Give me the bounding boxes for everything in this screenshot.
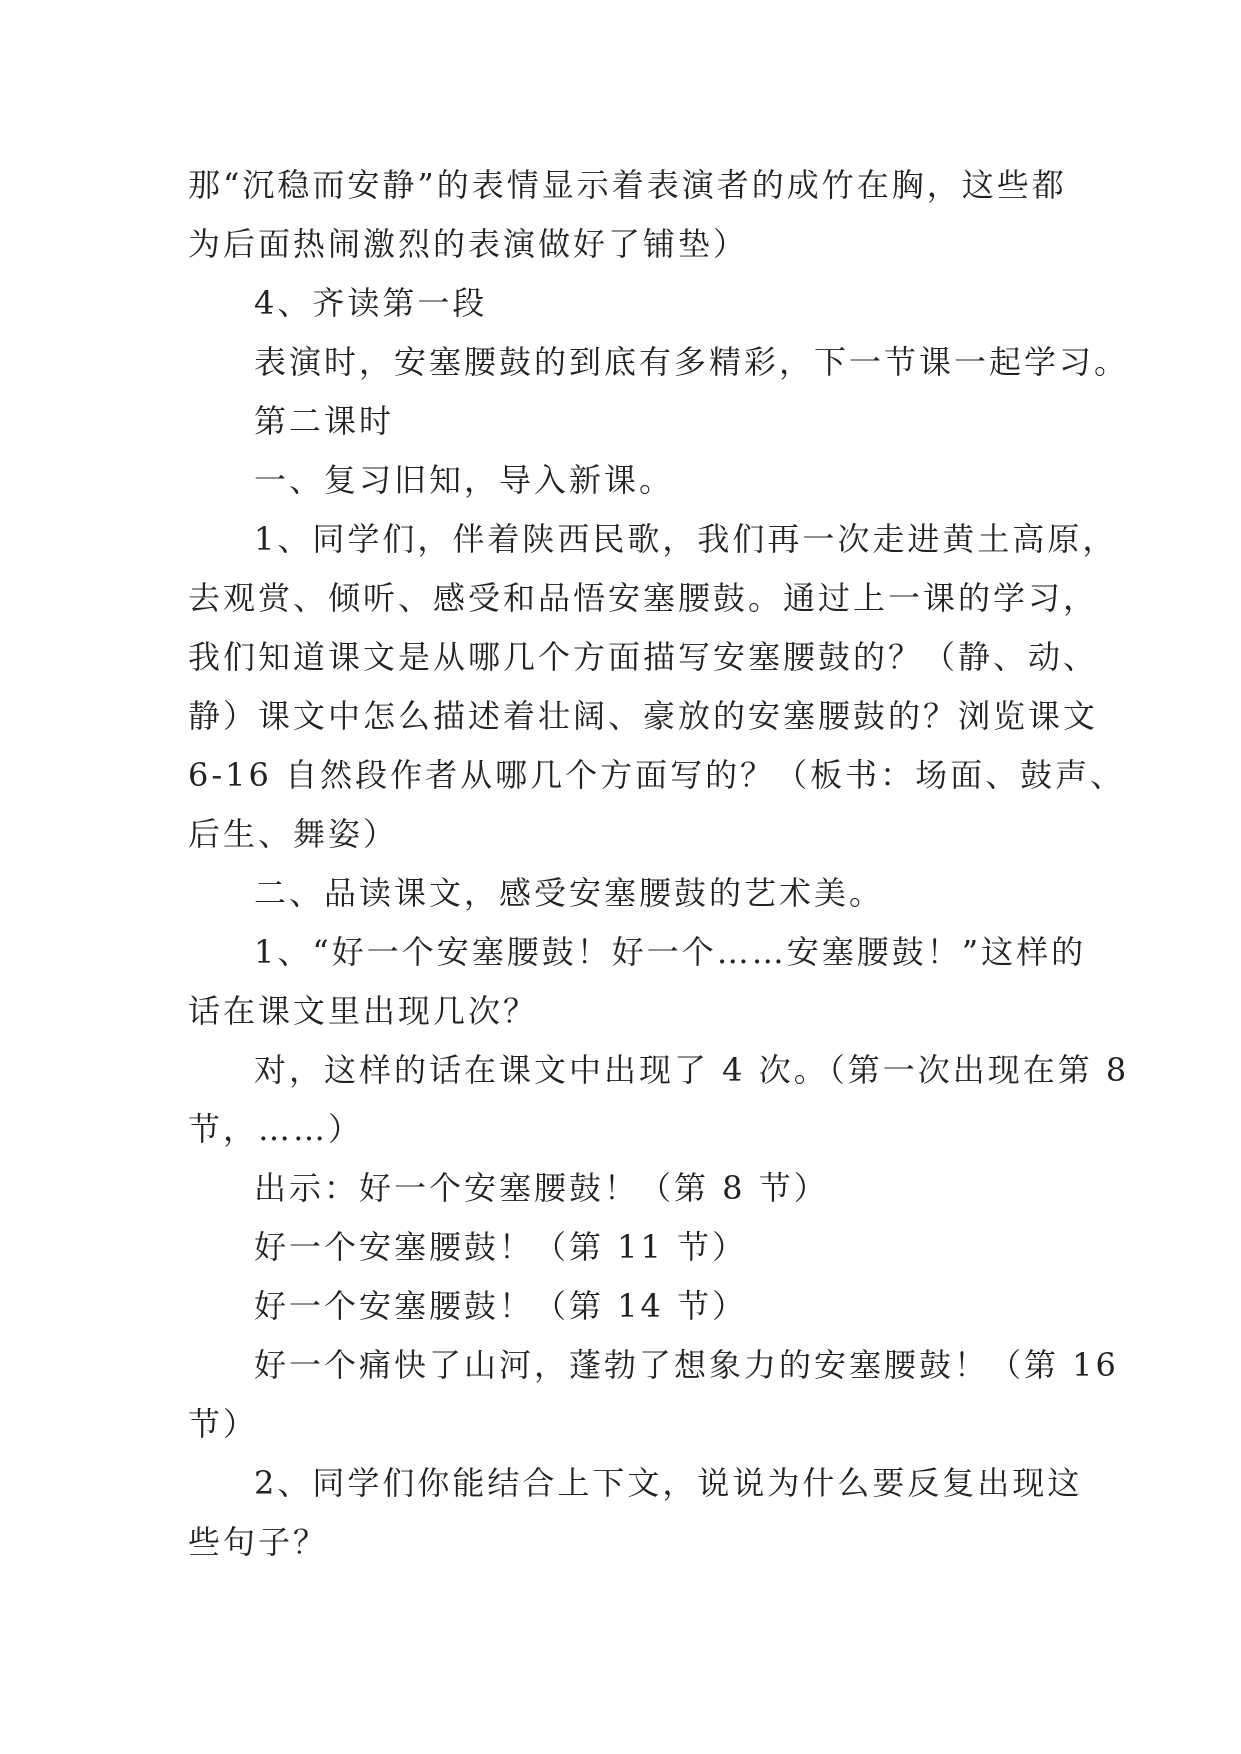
text-line: 好一个痛快了山河，蓬勃了想象力的安塞腰鼓！（第 16 xyxy=(254,1346,1119,1384)
text-line: 4、齐读第一段 xyxy=(254,284,488,322)
text-line: 一、复习旧知，导入新课。 xyxy=(254,461,675,499)
text-line: 1、“好一个安塞腰鼓！好一个……安塞腰鼓！”这样的 xyxy=(254,933,1087,971)
text-line: 话在课文里出现几次？ xyxy=(188,992,539,1030)
text-line: 对，这样的话在课文中出现了 4 次。（第一次出现在第 8 xyxy=(254,1051,1130,1089)
text-line: 好一个安塞腰鼓！（第 11 节） xyxy=(254,1228,748,1266)
text-line: 表演时，安塞腰鼓的到底有多精彩，下一节课一起学习。 xyxy=(254,343,1130,381)
text-line: 2、同学们你能结合上下文，说说为什么要反复出现这 xyxy=(254,1464,1083,1502)
text-line: 好一个安塞腰鼓！（第 14 节） xyxy=(254,1287,748,1325)
text-line: 后生、舞姿） xyxy=(188,815,399,853)
text-line: 为后面热闹激烈的表演做好了铺垫） xyxy=(188,225,749,263)
text-line: 6-16 自然段作者从哪几个方面写的？（板书：场面、鼓声、 xyxy=(188,756,1126,794)
text-line: 那“沉稳而安静”的表情显示着表演者的成竹在胸，这些都 xyxy=(188,166,1067,204)
text-line: 节，……） xyxy=(188,1110,364,1148)
text-line: 静）课文中怎么描述着壮阔、豪放的安塞腰鼓的？浏览课文 xyxy=(188,697,1099,735)
body-text xyxy=(188,156,1130,1572)
text-line: 我们知道课文是从哪几个方面描写安塞腰鼓的？（静、动、 xyxy=(188,638,1099,676)
text-line: 出示：好一个安塞腰鼓！（第 8 节） xyxy=(254,1169,829,1207)
text-line: 些句子？ xyxy=(188,1523,329,1561)
text-line: 去观赏、倾听、感受和品悟安塞腰鼓。通过上一课的学习， xyxy=(188,579,1099,617)
text-line: 1、同学们，伴着陕西民歌，我们再一次走进黄土高原， xyxy=(254,520,1118,558)
section-heading: 第二课时 xyxy=(254,402,395,440)
text-line: 二、品读课文，感受安塞腰鼓的艺术美。 xyxy=(254,874,885,912)
text-line: 节） xyxy=(188,1405,259,1443)
